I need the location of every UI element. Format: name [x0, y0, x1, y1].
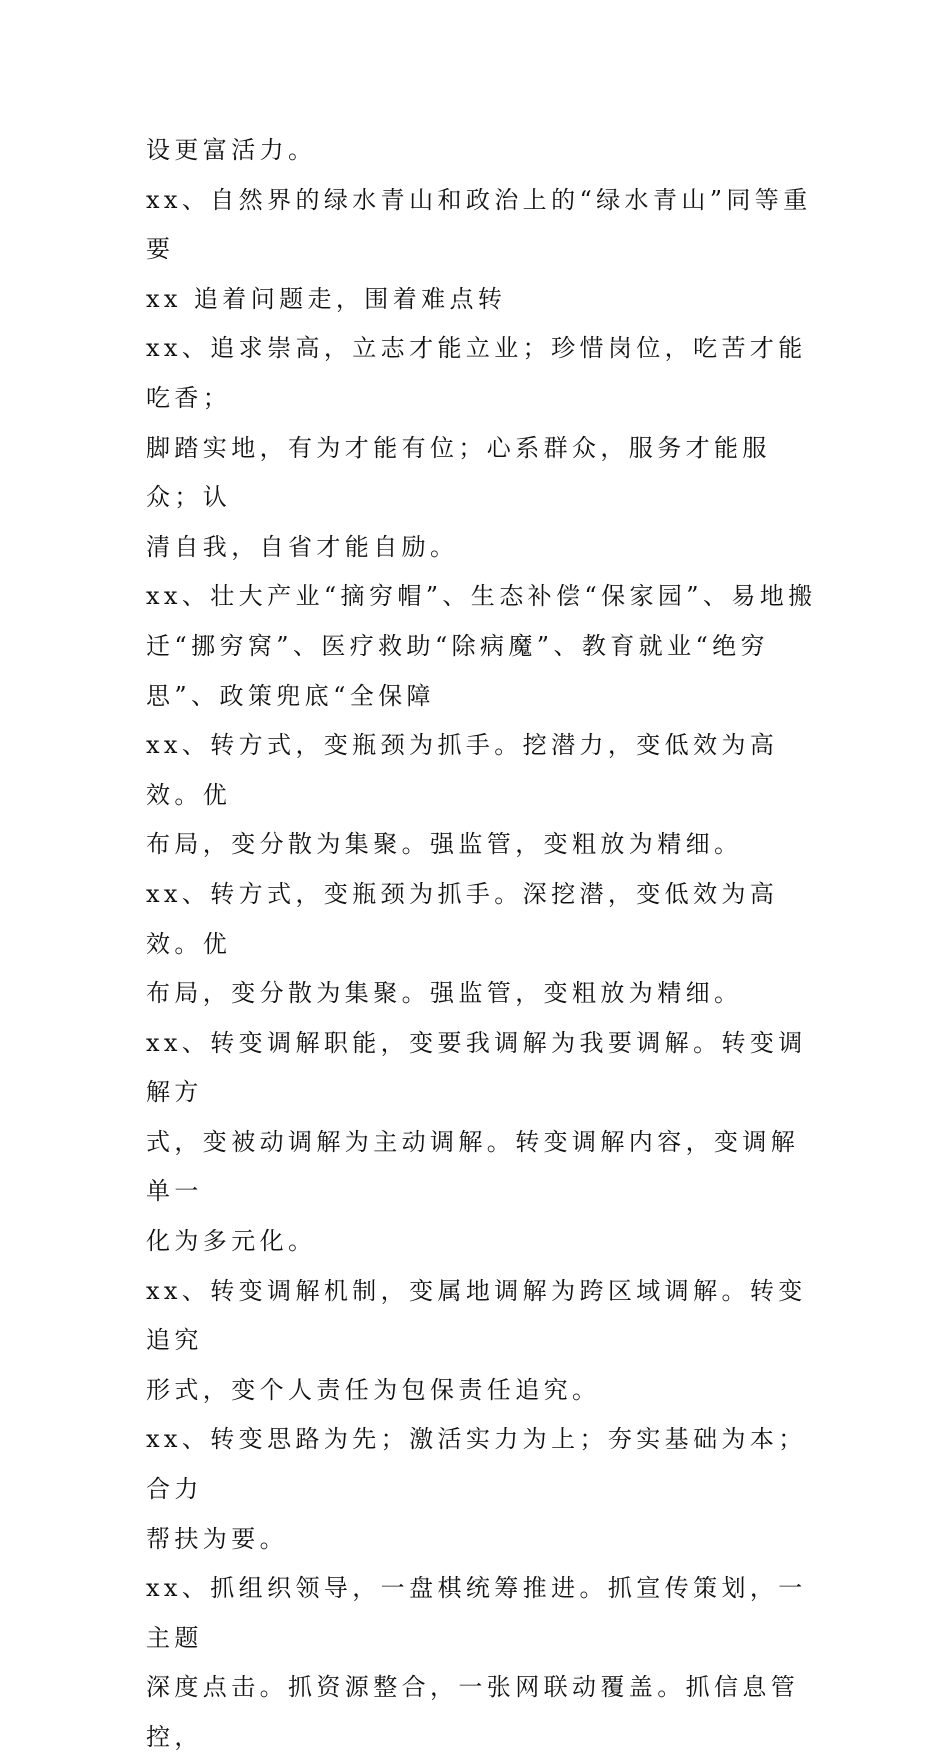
paragraph-5: xx、壮大产业“摘穷帽”、生态补偿“保家园”、易地搬 迁“挪穷窝”、医疗救助“除病魔”、教育就业“绝穷 思”、政策兜底“全保障 [146, 582, 817, 710]
paragraph-3: xx 追着问题走，围着难点转 [146, 284, 507, 313]
paragraph-1: 设更富活力。 [146, 136, 317, 164]
paragraph-9: xx、转变调解机制，变属地调解为跨区域调解。转变追究 形式，变个人责任为包保责任追究。 [146, 1276, 807, 1404]
paragraph-11: xx、抓组织领导，一盘棋统筹推进。抓宣传策划，一主题 深度点击。抓资源整合，一张网联动覆盖。抓信息管控， [146, 1574, 807, 1751]
paragraph-6: xx、转方式，变瓶颈为抓手。挖潜力，变低效为高效。优 布局，变分散为集聚。强监管，变粗放为精细。 [146, 731, 779, 859]
paragraph-8: xx、转变调解职能，变要我调解为我要调解。转变调解方 式，变被动调解为主动调解。转变调解内容，变调解单一 化为多元化。 [146, 1028, 807, 1256]
document-body [146, 126, 821, 1763]
paragraph-4: xx、追求崇高，立志才能立业；珍惜岗位，吃苦才能吃香； 脚踏实地，有为才能有位；心系群众，服务才能服众；认 清自我，自省才能自励。 [146, 334, 807, 561]
paragraph-7: xx、转方式，变瓶颈为抓手。深挖潜，变低效为高效。优 布局，变分散为集聚。强监管，变粗放为精细。 [146, 879, 779, 1008]
paragraph-2: xx、自然界的绿水青山和政治上的“绿水青山”同等重要 [146, 185, 812, 264]
paragraph-10: xx、转变思路为先；激活实力为上；夯实基础为本；合力 帮扶为要。 [146, 1425, 807, 1553]
